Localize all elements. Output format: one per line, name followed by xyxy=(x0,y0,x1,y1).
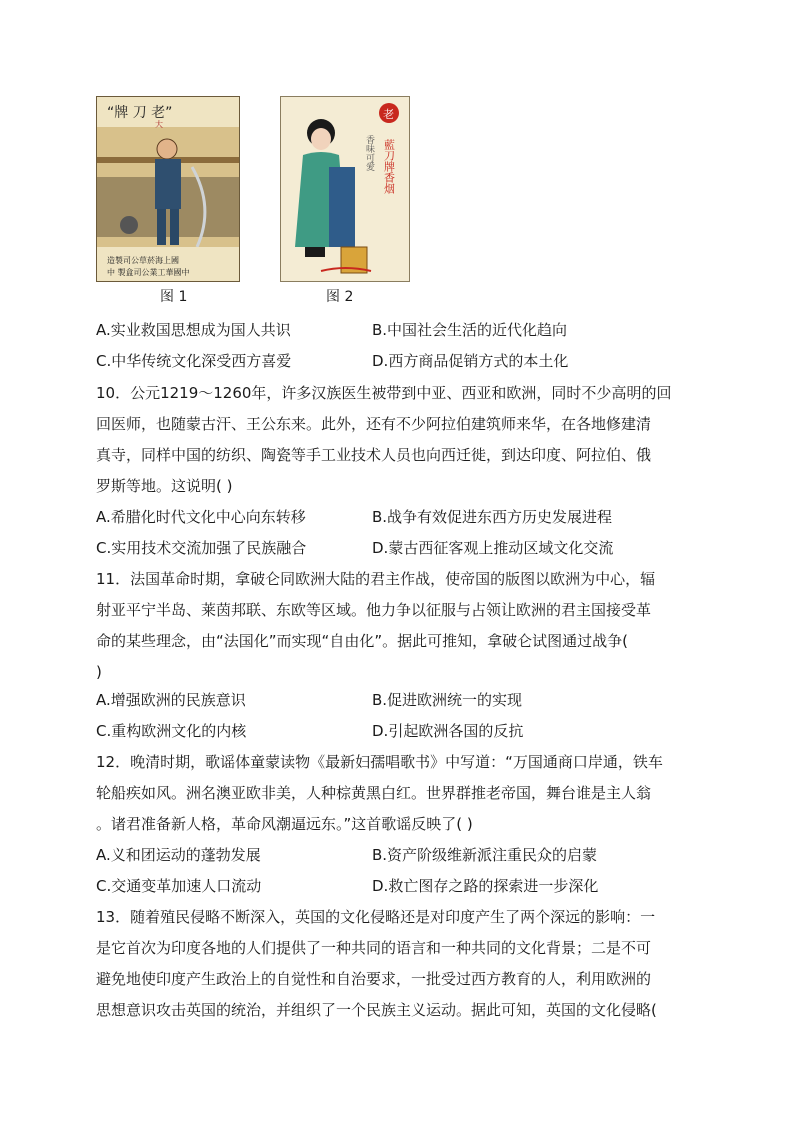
figure-1-caption: 图 1 xyxy=(160,289,188,305)
q9-option-d: D.西方商品促销方式的本土化 xyxy=(372,352,569,370)
q11-line-3: 命的某些理念，由“法国化”而实现“自由化”。据此可推知，拿破仑试图通过战争( xyxy=(96,632,628,650)
q10-line-3: 真寺，同样中国的纺织、陶瓷等手工业技术人员也向西迁徙，到达印度、阿拉伯、俄 xyxy=(96,446,652,464)
svg-text:香味可愛: 香味可愛 xyxy=(364,135,374,171)
q13-line-4: 思想意识攻击英国的统治，并组织了一个民族主义运动。据此可知，英国的文化侵略( xyxy=(96,1001,657,1019)
q13-line-2: 是它首次为印度各地的人们提供了一种共同的语言和一种共同的文化背景；二是不可 xyxy=(96,939,652,957)
q9-option-c: C.中华传统文化深受西方喜爱 xyxy=(96,352,292,370)
svg-text:中 製盒司公業工華國中: 中 製盒司公業工華國中 xyxy=(107,268,190,277)
q13-line-3: 避免地使印度产生政治上的自觉性和自治要求，一批受过西方教育的人，利用欧洲的 xyxy=(96,970,652,988)
q11-option-d: D.引起欧洲各国的反抗 xyxy=(372,722,524,740)
q10-line-4: 罗斯等地。这说明( ) xyxy=(96,477,233,495)
figure-2-blue-knife-cigarette-ad xyxy=(280,96,410,282)
figure-1-title-text: “牌 刀 老” xyxy=(107,105,173,121)
svg-text:老: 老 xyxy=(383,108,394,121)
q10-option-a: A.希腊化时代文化中心向东转移 xyxy=(96,508,306,526)
figure-1-illustration xyxy=(97,97,239,281)
q11-line-4: ) xyxy=(96,663,102,681)
q10-option-c: C.实用技术交流加强了民族融合 xyxy=(96,539,307,557)
q11-option-c: C.重构欧洲文化的内核 xyxy=(96,722,247,740)
q9-option-a: A.实业救国思想成为国人共识 xyxy=(96,321,291,339)
q10-line-1: 10．公元1219～1260年，许多汉族医生被带到中亚、西亚和欧洲，同时不少高明的回 xyxy=(96,384,672,402)
q10-option-d: D.蒙古西征客观上推动区域文化交流 xyxy=(372,539,614,557)
q11-option-b: B.促进欧洲统一的实现 xyxy=(372,691,523,709)
q10-option-b: B.战争有效促进东西方历史发展进程 xyxy=(372,508,613,526)
svg-text:藍刀牌香烟: 藍刀牌香烟 xyxy=(382,139,396,194)
figure-2-illustration xyxy=(281,97,409,281)
q12-line-3: 。诸君准备新人格，革命风潮逼远东。”这首歌谣反映了( ) xyxy=(96,815,473,833)
q12-option-c: C.交通变革加速人口流动 xyxy=(96,877,262,895)
q13-line-1: 13．随着殖民侵略不断深入，英国的文化侵略还是对印度产生了两个深远的影响：一 xyxy=(96,908,656,926)
svg-text:大: 大 xyxy=(155,120,163,129)
q11-line-2: 射亚平宁半岛、莱茵邦联、东欧等区域。他力争以征服与占领让欧洲的君主国接受革 xyxy=(96,601,652,619)
q11-option-a: A.增强欧洲的民族意识 xyxy=(96,691,246,709)
q12-line-1: 12．晚清时期，歌谣体童蒙读物《最新妇孺唱歌书》中写道：“万国通商口岸通，铁车 xyxy=(96,753,663,771)
figure-2-caption: 图 2 xyxy=(326,289,354,305)
q12-line-2: 轮船疾如风。洲名澳亚欧非美，人种棕黄黑白红。世界群推老帝国，舞台谁是主人翁 xyxy=(96,784,652,802)
svg-text:造製司公草菸海上國: 造製司公草菸海上國 xyxy=(107,256,179,265)
figure-1-old-knife-cigarette-poster xyxy=(96,96,240,282)
q11-line-1: 11．法国革命时期，拿破仑同欧洲大陆的君主作战，使帝国的版图以欧洲为中心，辐 xyxy=(96,570,656,588)
figure-group xyxy=(96,96,416,306)
q10-line-2: 回医师，也随蒙古汗、王公东来。此外，还有不少阿拉伯建筑师来华，在各地修建清 xyxy=(96,415,652,433)
q9-option-b: B.中国社会生活的近代化趋向 xyxy=(372,321,568,339)
q12-option-a: A.义和团运动的蓬勃发展 xyxy=(96,846,261,864)
q12-option-d: D.救亡图存之路的探索进一步深化 xyxy=(372,877,599,895)
q12-option-b: B.资产阶级维新派注重民众的启蒙 xyxy=(372,846,598,864)
